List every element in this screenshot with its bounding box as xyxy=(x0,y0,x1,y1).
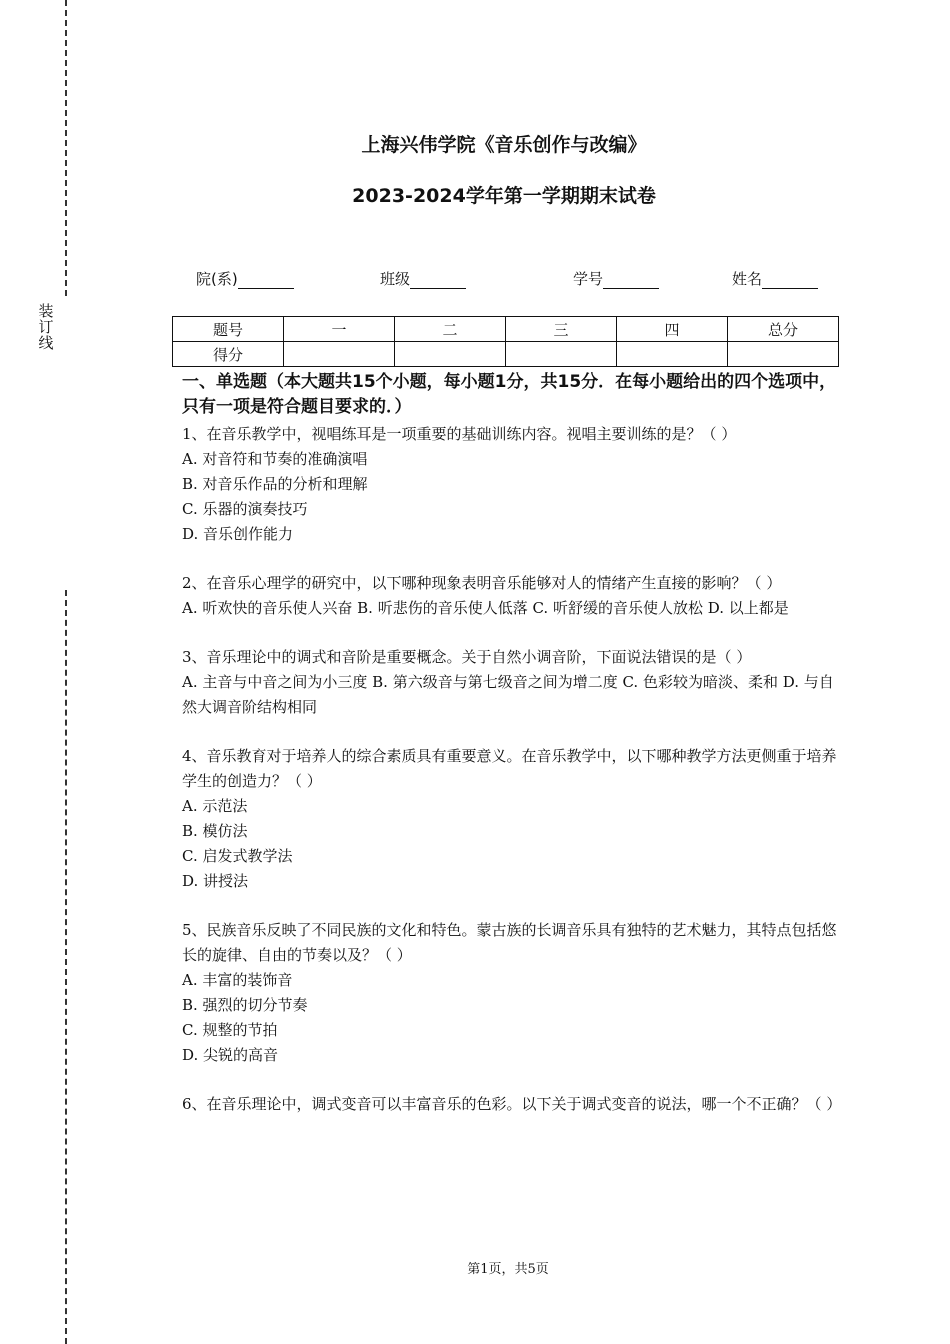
name-blank[interactable] xyxy=(762,272,818,289)
option: B. 对音乐作品的分析和理解 xyxy=(182,475,368,493)
student-id-label: 学号 xyxy=(573,270,604,288)
table-header-cell: 一 xyxy=(284,317,395,342)
question-stem: 3、音乐理论中的调式和音阶是重要概念。关于自然小调音阶，下面说法错误的是（ ） xyxy=(182,648,752,666)
option: C. 乐器的演奏技巧 xyxy=(182,500,308,518)
name-label: 姓名 xyxy=(732,270,763,288)
name-field[interactable] xyxy=(732,268,818,289)
section-heading: 一、单选题（本大题共15个小题，每小题1分，共15分．在每小题给出的四个选项中，只有一项是符合题目要求的．） xyxy=(182,372,837,417)
score-cell[interactable] xyxy=(728,342,839,367)
score-table-score-row xyxy=(173,342,839,367)
dept-blank[interactable] xyxy=(238,272,294,289)
question-1 xyxy=(182,422,838,547)
class-field[interactable] xyxy=(380,268,466,289)
binding-char: 装 xyxy=(38,302,54,320)
page-footer: 第1页，共5页 xyxy=(467,1262,549,1277)
score-cell[interactable] xyxy=(284,342,395,367)
question-2 xyxy=(182,571,838,621)
option: B. 模仿法 xyxy=(182,822,248,840)
option: B. 强烈的切分节奏 xyxy=(182,996,308,1014)
binding-char: 订 xyxy=(38,318,54,336)
score-table xyxy=(172,316,839,367)
exam-subtitle: 2023-2024学年第一学期期末试卷 xyxy=(352,185,656,207)
question-6 xyxy=(182,1092,842,1117)
option: A. 主音与中音之间为小三度 B. 第六级音与第七级音之间为增二度 C. 色彩较为暗淡、柔和 D. 与自然大调音阶结构相同 xyxy=(182,673,834,716)
question-5 xyxy=(182,918,838,1068)
binding-char: 线 xyxy=(38,334,54,352)
question-3 xyxy=(182,645,838,720)
exam-content xyxy=(182,370,842,1141)
class-blank[interactable] xyxy=(410,272,466,289)
score-cell[interactable] xyxy=(395,342,506,367)
table-header-cell: 四 xyxy=(617,317,728,342)
option: C. 启发式教学法 xyxy=(182,847,293,865)
option: D. 讲授法 xyxy=(182,872,249,890)
score-table-header-row xyxy=(173,317,839,342)
exam-title: 上海兴伟学院《音乐创作与改编》 xyxy=(361,134,647,156)
dept-label: 院(系) xyxy=(196,270,238,288)
dept-field[interactable] xyxy=(196,268,294,289)
class-label: 班级 xyxy=(380,270,411,288)
score-cell[interactable] xyxy=(506,342,617,367)
table-header-cell: 二 xyxy=(395,317,506,342)
option: D. 尖锐的高音 xyxy=(182,1046,279,1064)
question-4 xyxy=(182,744,838,894)
score-cell[interactable] xyxy=(617,342,728,367)
question-stem: 4、音乐教育对于培养人的综合素质具有重要意义。在音乐教学中，以下哪种教学方法更侧重于培养学生的创造力？（ ） xyxy=(182,747,837,790)
option: D. 音乐创作能力 xyxy=(182,525,294,543)
option: A. 丰富的装饰音 xyxy=(182,971,293,989)
table-header-cell: 总分 xyxy=(728,317,839,342)
question-stem: 5、民族音乐反映了不同民族的文化和特色。蒙古族的长调音乐具有独特的艺术魅力，其特点包括悠长的旋律、自由的节奏以及？（ ） xyxy=(182,921,837,964)
question-stem: 1、在音乐教学中，视唱练耳是一项重要的基础训练内容。视唱主要训练的是？（ ） xyxy=(182,425,737,443)
table-header-cell: 题号 xyxy=(173,317,284,342)
binding-line-bottom xyxy=(65,590,67,1344)
question-stem: 2、在音乐心理学的研究中，以下哪种现象表明音乐能够对人的情绪产生直接的影响？（ ） xyxy=(182,574,782,592)
score-row-label: 得分 xyxy=(173,342,284,367)
table-header-cell: 三 xyxy=(506,317,617,342)
option: A. 对音符和节奏的准确演唱 xyxy=(182,450,368,468)
option: A. 听欢快的音乐使人兴奋 B. 听悲伤的音乐使人低落 C. 听舒缓的音乐使人放松 D. 以上都是 xyxy=(182,599,789,617)
binding-label xyxy=(36,303,56,351)
question-stem: 6、在音乐理论中，调式变音可以丰富音乐的色彩。以下关于调式变音的说法，哪一个不正确？（ ） xyxy=(182,1095,842,1113)
student-id-field[interactable] xyxy=(573,268,659,289)
option: C. 规整的节拍 xyxy=(182,1021,278,1039)
option: A. 示范法 xyxy=(182,797,248,815)
student-id-blank[interactable] xyxy=(603,272,659,289)
